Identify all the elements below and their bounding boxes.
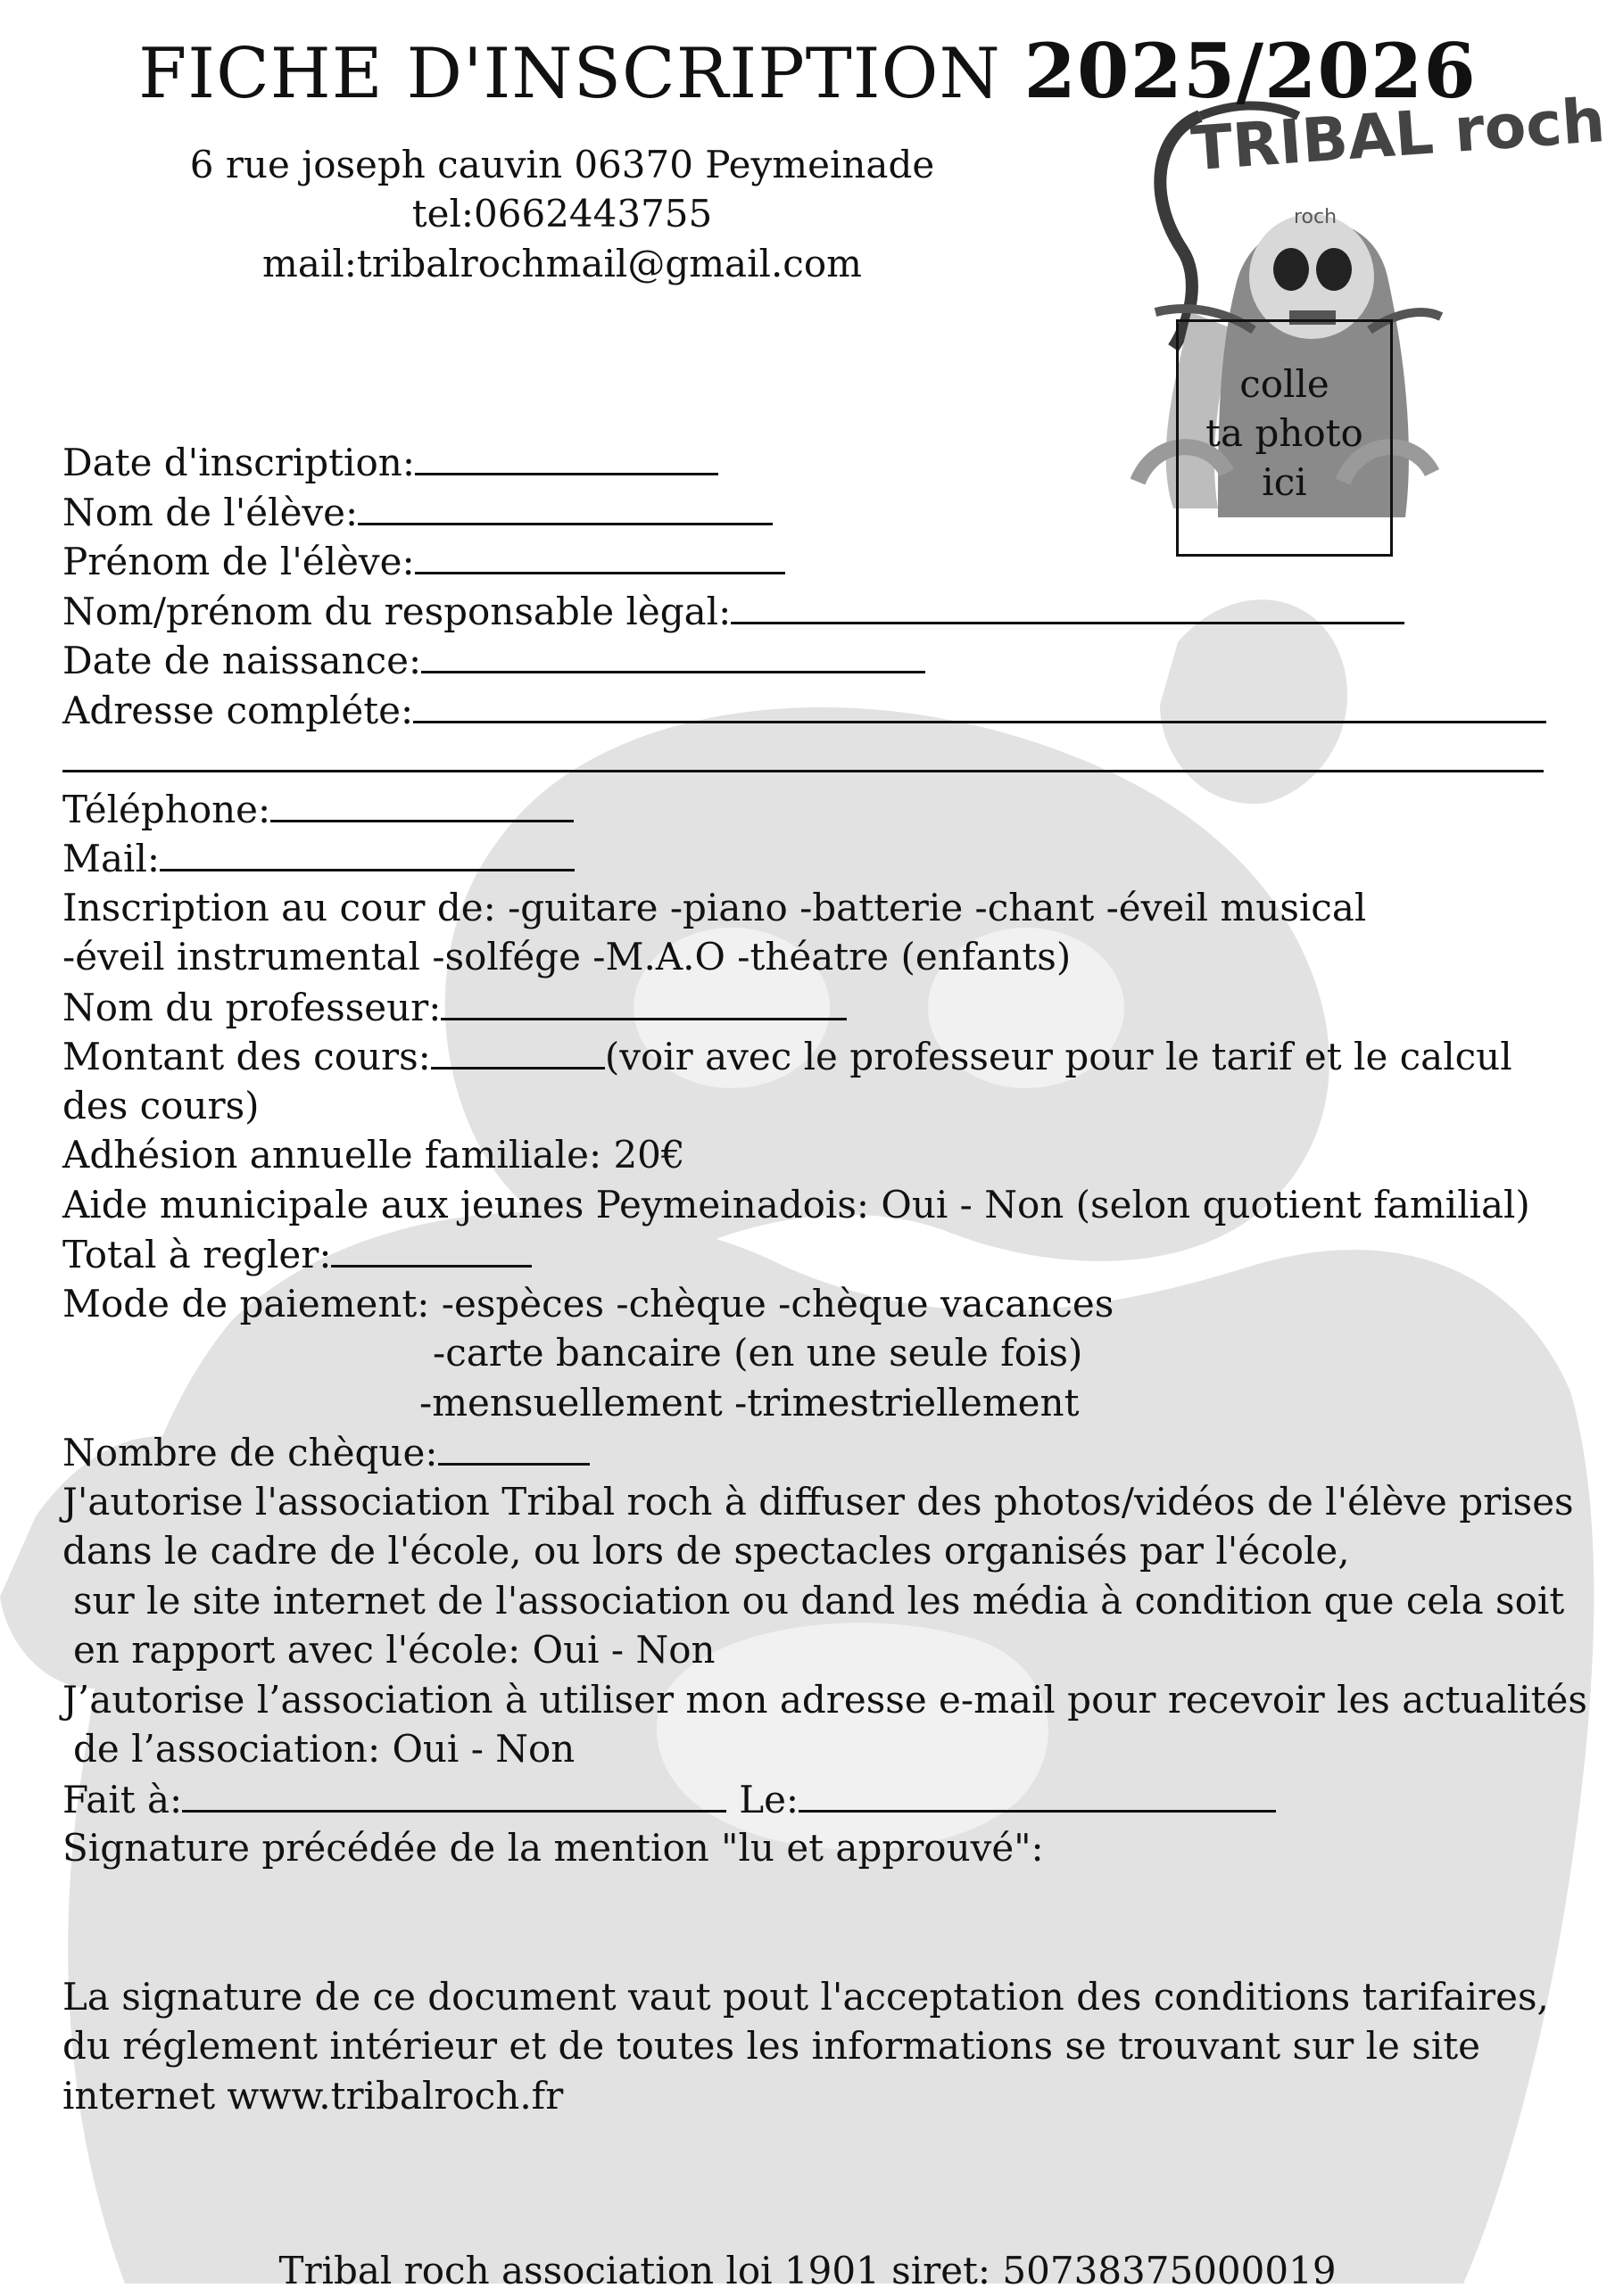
svg-text:TRIBAL roch: TRIBAL roch — [1188, 86, 1608, 186]
autorisation-line-3: sur le site internet de l'association ou dand les média à condition que cela soit — [73, 1578, 1565, 1623]
field-adresse-line-2 — [62, 734, 1561, 784]
blank-line[interactable] — [182, 1774, 726, 1813]
blank-line[interactable] — [799, 1774, 1276, 1813]
blank-line[interactable] — [358, 487, 773, 525]
registration-form — [62, 437, 1587, 2120]
blank-line[interactable] — [160, 833, 575, 871]
blank-line[interactable] — [62, 734, 1544, 772]
blank-line[interactable] — [441, 982, 847, 1020]
field-total: Total à regler: — [62, 1229, 1561, 1279]
photo-placeholder — [1176, 319, 1393, 557]
field-cours-1: Inscription au cour de: -guitare -piano -batterie -chant -éveil musical — [62, 885, 1367, 929]
autorisation-line-4: en rapport avec l'école: Oui - Non — [73, 1628, 716, 1672]
email-consent-line-1: J’autorise l’association à utiliser mon adresse e-mail pour recevoir les actualités — [62, 1677, 1587, 1722]
field-adresse: Adresse compléte: — [62, 685, 1561, 735]
conditions-line-3: internet www.tribalroch.fr — [62, 2073, 564, 2118]
field-prenom-eleve: Prénom de l'élève: — [62, 536, 1561, 586]
address-line: 6 rue joseph cauvin 06370 Peymeinade — [189, 143, 935, 186]
field-adhesion: Adhésion annuelle familiale: 20€ — [62, 1133, 685, 1177]
blank-line[interactable] — [270, 784, 574, 822]
field-fait-a: Fait à: Le: — [62, 1774, 1561, 1824]
conditions-line-2: du réglement intérieur et de toutes les informations se trouvant sur le site — [62, 2024, 1480, 2068]
field-paiement-3: -mensuellement -trimestriellement — [419, 1380, 1080, 1425]
field-mail: Mail: — [62, 833, 1561, 883]
svg-text:roch: roch — [1294, 206, 1338, 228]
field-aide: Aide municipale aux jeunes Peymeinadois: Oui - Non (selon quotient familial) — [62, 1182, 1530, 1226]
blank-line[interactable] — [438, 1427, 590, 1466]
blank-line[interactable] — [415, 437, 718, 475]
autorisation-line-2: dans le cadre de l'école, ou lors de spectacles organisés par l'école, — [62, 1529, 1350, 1573]
field-date-inscription: Date d'inscription: — [62, 437, 1561, 487]
autorisation-line-1: J'autorise l'association Tribal roch à diffuser des photos/vidéos de l'élève prises — [62, 1479, 1574, 1524]
blank-line[interactable] — [731, 586, 1404, 624]
title-text: FICHE D'INSCRIPTION — [138, 34, 1001, 114]
field-montant: Montant des cours: (voir avec le professeur pour le tarif et le calcul — [62, 1031, 1561, 1081]
field-nom-eleve: Nom de l'élève: — [62, 487, 1561, 537]
title-year: 2025/2026 — [1023, 27, 1477, 115]
photo-line-1: colle — [1239, 362, 1329, 406]
page-title — [0, 27, 1615, 119]
signature-label: Signature précédée de la mention "lu et approuvé": — [62, 1826, 1044, 1870]
blank-line[interactable] — [421, 635, 925, 673]
blank-line[interactable] — [415, 536, 785, 574]
conditions-line-1: La signature de ce document vaut pout l'acceptation des conditions tarifaires, — [62, 1974, 1549, 2019]
field-nombre-cheque: Nombre de chèque: — [62, 1427, 1561, 1477]
blank-line[interactable] — [431, 1031, 605, 1070]
field-cours-2: -éveil instrumental -solfége -M.A.O -théatre (enfants) — [62, 935, 1072, 979]
field-naissance: Date de naissance: — [62, 635, 1561, 685]
field-paiement-1: Mode de paiement: -espèces -chèque -chèque vacances — [62, 1281, 1114, 1326]
contact-line: tel:0662443755 mail:tribalrochmail@gmail.com — [262, 192, 862, 285]
field-responsable: Nom/prénom du responsable lègal: — [62, 586, 1561, 636]
field-montant-note: des cours) — [62, 1083, 260, 1127]
photo-line-3: ici — [1262, 460, 1307, 504]
email-consent-line-2: de l’association: Oui - Non — [73, 1727, 576, 1771]
field-professeur: Nom du professeur: — [62, 982, 1561, 1032]
spacer — [62, 1922, 1561, 1972]
footer-text: Tribal roch association loi 1901 siret: 50738375000019 — [278, 2249, 1337, 2292]
blank-line[interactable] — [331, 1229, 532, 1268]
spacer — [62, 1873, 1561, 1923]
blank-line[interactable] — [413, 685, 1546, 723]
field-telephone: Téléphone: — [62, 784, 1561, 834]
field-paiement-2: -carte bancaire (en une seule fois) — [433, 1331, 1083, 1375]
photo-line-2: ta photo — [1205, 411, 1363, 455]
